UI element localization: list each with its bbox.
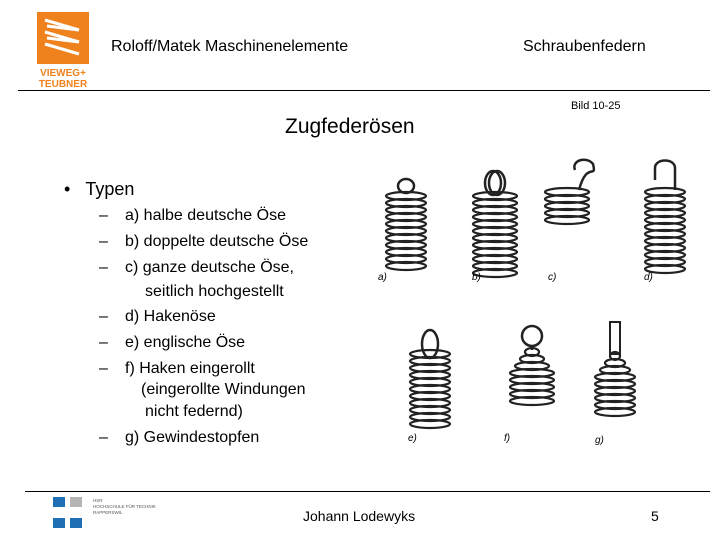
figure-label: f) <box>504 433 511 444</box>
figure-label: g) <box>595 435 604 446</box>
header-divider <box>18 90 710 91</box>
spring-d-drawing <box>640 160 690 280</box>
spring-e-drawing <box>405 322 455 435</box>
course-title: Roloff/Matek Maschinenelemente <box>111 38 349 55</box>
slide-title: Zugfederösen <box>285 115 415 138</box>
figure-label: e) <box>408 433 417 444</box>
spring-a-drawing <box>381 178 431 277</box>
dash: – <box>99 360 108 377</box>
figure-label: b) <box>472 272 481 283</box>
author-name: Johann Lodewyks <box>303 508 416 524</box>
figure-label: a) <box>378 272 387 283</box>
bullet-label: Typen <box>85 179 135 199</box>
bullet-subitem-text: c) ganze deutsche Öse, <box>125 259 294 276</box>
svg-text:HSR: HSR <box>93 498 103 503</box>
dash: – <box>99 334 108 351</box>
dash: – <box>99 308 108 325</box>
spring-c-drawing <box>540 160 594 231</box>
spring-f-drawing <box>505 322 559 412</box>
bullet-subitem <box>99 259 108 277</box>
dash: – <box>99 429 108 446</box>
page-number: 5 <box>651 508 659 524</box>
spring-g-drawing <box>590 322 640 423</box>
footer-divider <box>25 491 710 492</box>
figure-label: c) <box>548 272 557 283</box>
bullet-dot: • <box>64 179 71 199</box>
dash: – <box>99 233 108 250</box>
bullet-subitem-text: e) englische Öse <box>125 334 246 351</box>
vieweg-teubner-logo <box>35 10 91 90</box>
spring-b-drawing <box>468 168 522 284</box>
bullet-subitem-text: seitlich hochgestellt <box>145 283 284 300</box>
hsr-logo <box>53 497 178 529</box>
bullet-subitem <box>99 308 108 326</box>
dash: – <box>99 207 108 224</box>
bullet-subitem-text: d) Hakenöse <box>125 308 216 325</box>
svg-text:HOCHSCHULE FÜR TECHNIK: HOCHSCHULE FÜR TECHNIK <box>93 504 156 509</box>
bullet-subitem-text: g) Gewindestopfen <box>125 429 260 446</box>
dash: – <box>99 259 108 276</box>
bullet-subitem-text: a) halbe deutsche Öse <box>125 207 286 224</box>
svg-text:VIEWEG+: VIEWEG+ <box>40 68 86 79</box>
figure-label: d) <box>644 272 653 283</box>
bullet-subitem <box>99 429 108 447</box>
bullet-subitem-text: f) Haken eingerollt <box>125 360 255 377</box>
svg-text:TEUBNER: TEUBNER <box>38 79 88 90</box>
bullet-subitem <box>99 334 108 352</box>
bullet-subitem <box>99 233 108 251</box>
svg-text:RAPPERSWIL: RAPPERSWIL <box>93 510 123 515</box>
figure-reference: Bild 10-25 <box>571 100 621 112</box>
topic-title: Schraubenfedern <box>523 38 646 55</box>
bullet-subitem-text: (eingerollte Windungen <box>141 381 306 398</box>
bullet-subitem <box>99 207 108 225</box>
bullet-subitem <box>99 360 108 378</box>
bullet-subitem-text: nicht federnd) <box>145 403 243 420</box>
bullet-subitem-text: b) doppelte deutsche Öse <box>125 233 309 250</box>
bullet-typen <box>64 179 134 200</box>
